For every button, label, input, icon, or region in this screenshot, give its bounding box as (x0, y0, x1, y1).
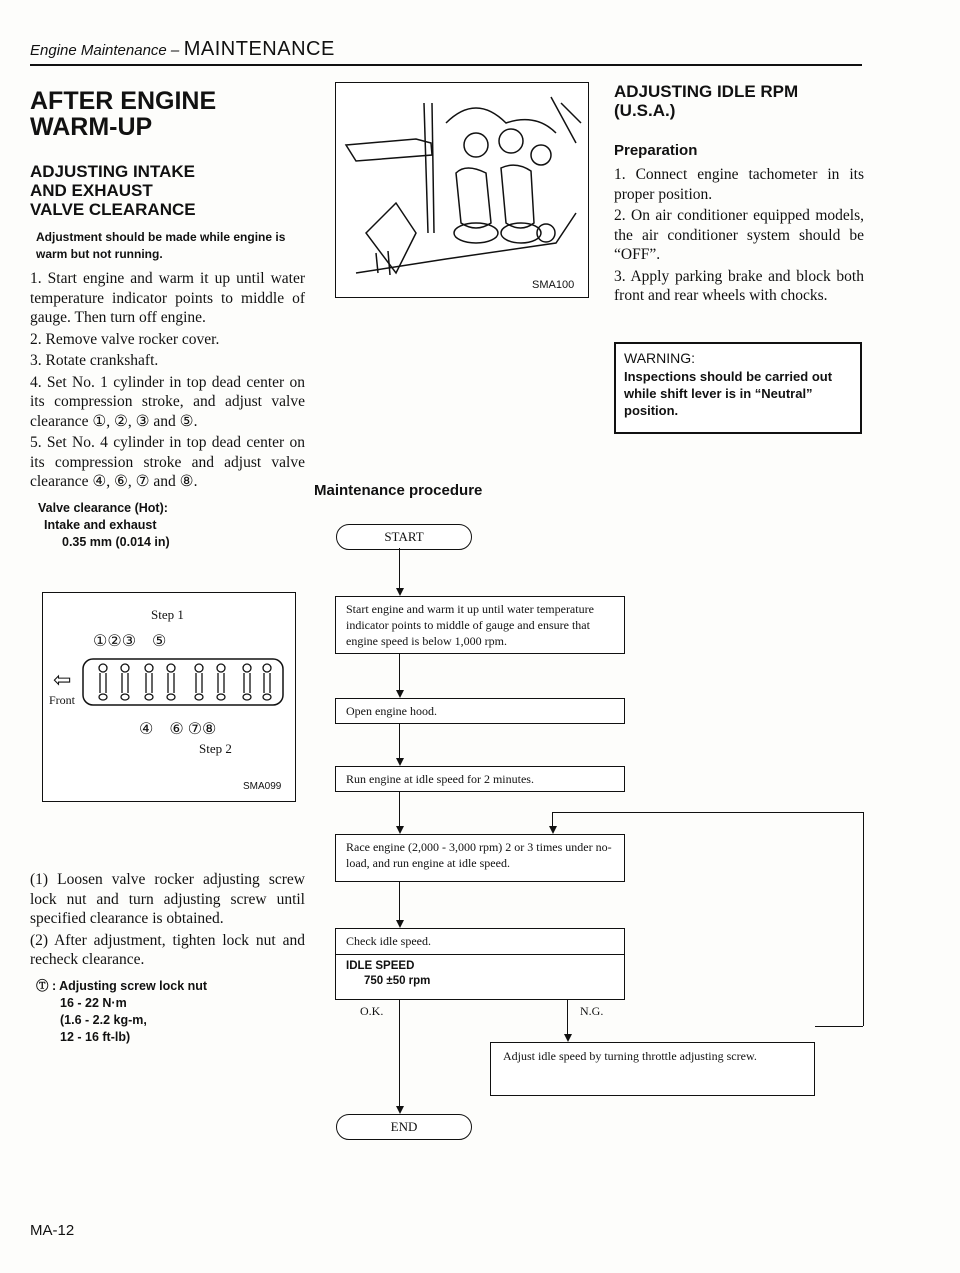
valve-6 (217, 664, 225, 700)
flow-step-adjust-idle: Adjust idle speed by turning throttle adjusting screw. (490, 1042, 815, 1096)
prep-step-3: 3. Apply parking brake and block both front and rear wheels with chocks. (614, 267, 864, 304)
step-1: 1. Start engine and warm it up until water temperature indicator points to middle of gauge. Then turn off engine. (30, 270, 305, 326)
front-label: Front (49, 693, 76, 707)
procedure-title: Maintenance procedure (314, 482, 483, 499)
proc-2: (2) After adjustment, tighten lock nut and recheck clearance. (30, 931, 305, 968)
flow-step-run-idle: Run engine at idle speed for 2 minutes. (335, 766, 625, 792)
flow-arrow (396, 1106, 404, 1114)
prep-step-2: 2. On air conditioner equipped models, the air conditioner system should be “OFF”. (614, 207, 864, 263)
valve-photo (335, 82, 589, 298)
flow-step-race-engine: Race engine (2,000 - 3,000 rpm) 2 or 3 times under no-load, and run engine at idle speed. (335, 834, 625, 882)
sub-heading: ADJUSTING INTAKE AND EXHAUST VALVE CLEARANCE (30, 162, 196, 219)
page-number: MA-12 (30, 1222, 75, 1239)
step1-numbers: ①②③ ⑤ (93, 633, 167, 650)
flow-step-open-hood: Open engine hood. (335, 698, 625, 724)
prep-steps (614, 165, 864, 306)
flow-arrow (564, 1034, 572, 1042)
header-section: Engine Maintenance – (30, 42, 180, 59)
valve-spec: Valve clearance (Hot): Intake and exhaust 0.35 mm (0.014 in) (38, 500, 170, 549)
flow-arrow (396, 826, 404, 834)
valve-diagram (42, 592, 296, 802)
step-3: 3. Rotate crankshaft. (30, 352, 159, 369)
valve-4 (167, 664, 175, 700)
valve-5 (195, 664, 203, 700)
right-column (614, 82, 864, 308)
photo-code: SMA100 (532, 279, 575, 291)
step2-label: Step 2 (199, 741, 232, 756)
loop-top-line (552, 812, 864, 813)
warning-text: Inspections should be carried out while shift lever is in “Neutral” position. (624, 369, 833, 418)
flow-start: START (336, 524, 472, 550)
valve-2 (121, 664, 129, 700)
valve-1 (99, 664, 107, 700)
flow-connector (399, 882, 400, 922)
flow-connector-ok (399, 1000, 400, 1108)
idle-spec: IDLE SPEED 750 ±50 rpm (346, 960, 431, 987)
steps-list (30, 269, 305, 492)
right-heading: ADJUSTING IDLE RPM (U.S.A.) (614, 82, 799, 120)
valve-3 (145, 664, 153, 700)
step-4: 4. Set No. 1 cylinder in top dead center on its compression stroke, and adjust valve clearance ①, ②, ③ and ⑤. (30, 373, 305, 430)
warm-note: Adjustment should be made while engine is warm but not running. (36, 230, 286, 261)
flow-connector (399, 792, 400, 828)
page-header (30, 38, 335, 61)
flow-arrow (396, 588, 404, 596)
warning-box (614, 342, 862, 434)
valve-8 (263, 664, 271, 700)
flow-end: END (336, 1114, 472, 1140)
valve-7 (243, 664, 251, 700)
flow-arrow (396, 920, 404, 928)
left-column (30, 88, 305, 551)
flow-step-warm-engine: Start engine and warm it up until water temperature indicator points to middle of gauge and ensure that engine speed is below 1,000 rpm. (335, 596, 625, 654)
proc-1: (1) Loosen valve rocker adjusting screw lock nut and turn adjusting screw until specified clearance is obtained. (30, 871, 305, 927)
ng-label: N.G. (580, 1004, 604, 1018)
step-2: 2. Remove valve rocker cover. (30, 330, 220, 348)
flow-connector (399, 724, 400, 760)
step-5: 5. Set No. 4 cylinder in top dead center on its compression stroke and adjust valve clearance ④, ⑥, ⑦ and ⑧. (30, 434, 305, 490)
loop-right-line (863, 812, 864, 1026)
adjust-procedure (30, 870, 305, 1046)
header-title: MAINTENANCE (183, 38, 335, 60)
ok-label: O.K. (360, 1004, 384, 1018)
preparation-heading: Preparation (614, 142, 698, 159)
camshaft-drawing (81, 653, 291, 713)
flow-arrow (396, 758, 404, 766)
step2-numbers: ④ ⑥ ⑦⑧ (139, 721, 217, 738)
step1-label: Step 1 (151, 607, 184, 622)
flow-arrow (396, 690, 404, 698)
flow-arrow (549, 826, 557, 834)
warning-title: WARNING: (624, 350, 696, 366)
header-rule (30, 64, 862, 66)
prep-step-1: 1. Connect engine tachometer in its proper position. (614, 166, 864, 203)
flow-connector-ng (567, 1000, 568, 1036)
section-heading: AFTER ENGINE WARM-UP (30, 87, 217, 141)
flow-step-check-idle (335, 928, 625, 1000)
diagram-code: SMA099 (243, 781, 282, 792)
check-idle-label: Check idle speed. (336, 929, 624, 955)
torque-spec: Ⓣ : Adjusting screw lock nut 16 - 22 N·m (1.6 - 2.2 kg-m, 12 - 16 ft-lb) (36, 978, 208, 1044)
flow-connector (399, 654, 400, 692)
flow-connector (399, 548, 400, 588)
front-arrow-icon: ⇦ (53, 667, 72, 692)
loop-bottom-line (815, 1026, 863, 1027)
rocker-arm-drawing (336, 83, 586, 295)
